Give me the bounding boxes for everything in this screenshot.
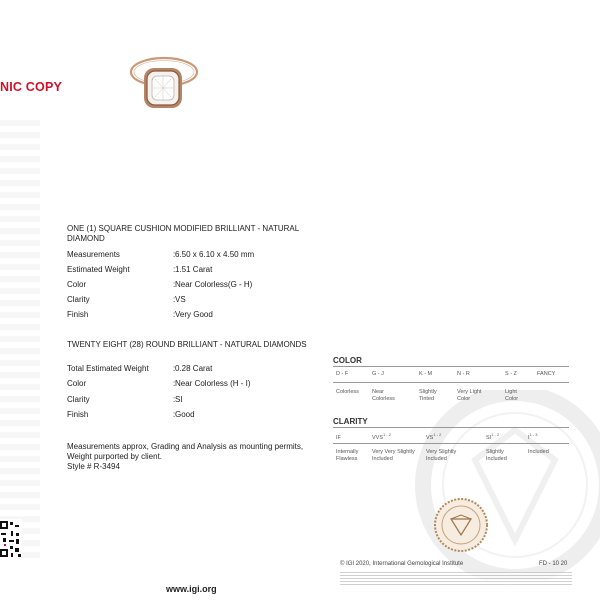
- row-separator: :: [173, 364, 176, 373]
- color-desc: Light Color: [505, 389, 519, 402]
- row-label: Color: [67, 280, 87, 289]
- style-number: Style # R-3494: [67, 462, 120, 471]
- clarity-scale-heading: CLARITY: [333, 417, 368, 426]
- color-scale-divider: [333, 366, 569, 367]
- row-label: Finish: [67, 310, 89, 319]
- row-label: Total Estimated Weight: [67, 364, 149, 373]
- row-label: Estimated Weight: [67, 265, 130, 274]
- color-grade: K - M: [419, 371, 433, 377]
- igi-hologram-seal: [433, 497, 489, 553]
- color-scale-divider: [333, 382, 569, 383]
- row-separator: :: [173, 410, 176, 419]
- row-separator: :: [173, 379, 176, 388]
- row-value: Very Good: [175, 310, 213, 319]
- clarity-grade: VVS$^{1 - 2}$: [372, 432, 392, 441]
- row-value: 0.28 Carat: [175, 364, 213, 373]
- row-separator: :: [173, 250, 176, 259]
- row-separator: :: [173, 280, 176, 289]
- row-separator: :: [173, 310, 176, 319]
- color-desc: Slightly Tinted: [419, 389, 437, 402]
- row-value: 6.50 x 6.10 x 4.50 mm: [175, 250, 255, 259]
- electronic-copy-label: NIC COPY: [0, 80, 63, 94]
- row-label: Clarity: [67, 295, 90, 304]
- comments-text: Measurements approx, Grading and Analysis as mounting permits, Weight purported by client.: [67, 442, 304, 461]
- color-grade: N - R: [457, 371, 470, 377]
- color-desc: Colorless: [336, 389, 359, 395]
- website-link[interactable]: www.igi.org: [166, 584, 217, 594]
- clarity-desc: Internally Flawless: [336, 449, 359, 462]
- security-features-note: [340, 572, 572, 586]
- clarity-desc: Very Slightly Included: [426, 449, 457, 462]
- row-value: Good: [175, 410, 195, 419]
- clarity-grade: $I^{1 - 3}$: [528, 432, 538, 441]
- clarity-grade: IF: [336, 434, 341, 441]
- security-watermark-strip: [0, 120, 40, 560]
- clarity-scale-divider: [333, 427, 569, 428]
- color-grade: S - Z: [505, 371, 517, 377]
- color-desc: Near Colorless: [372, 389, 395, 402]
- row-separator: :: [173, 395, 176, 404]
- qr-code: [0, 519, 22, 559]
- clarity-desc: Slightly Included: [486, 449, 507, 462]
- comments-block: [67, 442, 317, 472]
- primary-stone-title: ONE (1) SQUARE CUSHION MODIFIED BRILLIANT - NATURAL DIAMOND: [67, 224, 299, 243]
- row-separator: :: [173, 265, 176, 274]
- row-value: Near Colorless(G - H): [175, 280, 253, 289]
- row-value: VS: [175, 295, 186, 304]
- row-label: Color: [67, 379, 87, 388]
- clarity-desc: Very Very Slightly Included: [372, 449, 415, 462]
- color-grade: G - J: [372, 371, 384, 377]
- clarity-grade: VS$^{1 - 2}$: [426, 432, 442, 441]
- row-value: SI: [175, 395, 183, 404]
- row-separator: :: [173, 295, 176, 304]
- copyright-text: © IGI 2020, International Gemological Institute: [340, 561, 464, 567]
- color-desc: Very Light Color: [457, 389, 482, 402]
- row-label: Finish: [67, 410, 89, 419]
- color-grade: FANCY: [537, 371, 556, 377]
- color-scale-heading: COLOR: [333, 356, 362, 365]
- clarity-desc: Included: [528, 449, 549, 455]
- ring-photo: [126, 54, 202, 116]
- row-value: Near Colorless (H - I): [175, 379, 251, 388]
- form-code: FD - 10 20: [539, 561, 568, 567]
- clarity-grade: SI$^{1 - 2}$: [486, 432, 500, 441]
- row-value: 1.51 Carat: [175, 265, 213, 274]
- row-label: Clarity: [67, 395, 90, 404]
- row-label: Measurements: [67, 250, 120, 259]
- secondary-stone-title: TWENTY EIGHT (28) ROUND BRILLIANT - NATURAL DIAMONDS: [67, 340, 307, 349]
- color-grade: D - F: [336, 371, 349, 377]
- clarity-scale-divider: [333, 443, 569, 444]
